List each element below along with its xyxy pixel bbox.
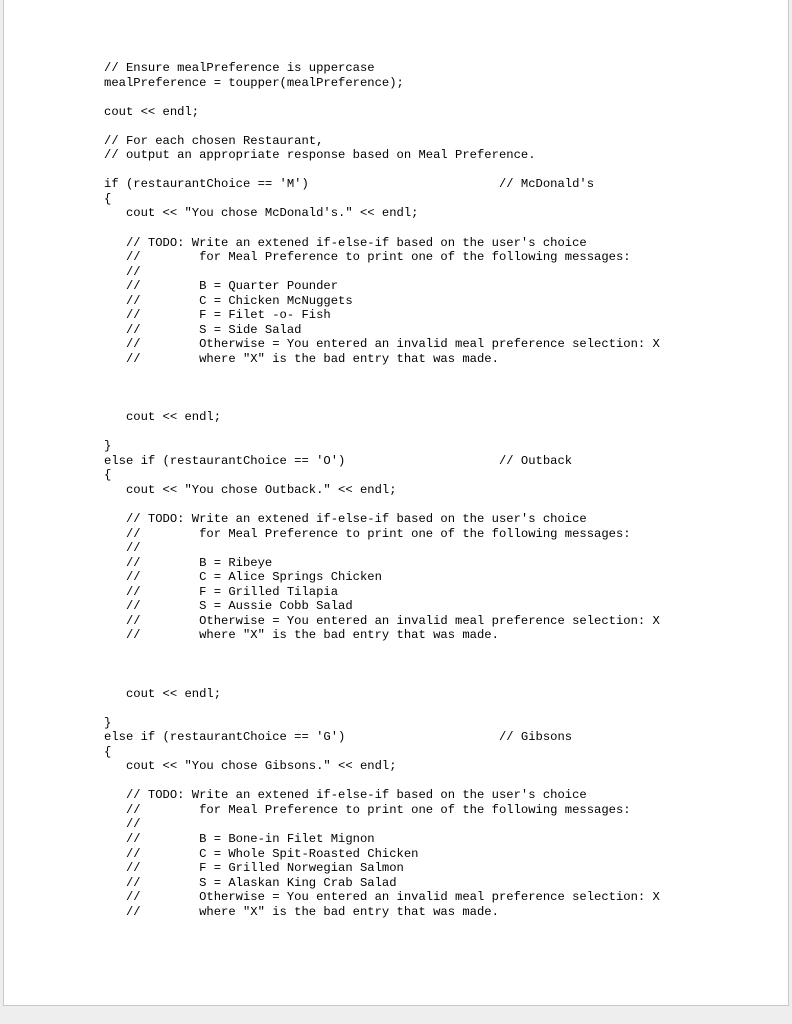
code-line: // S = Aussie Cobb Salad (104, 599, 353, 614)
code-line: // B = Bone-in Filet Mignon (104, 831, 375, 846)
code-line: cout << endl; (104, 686, 222, 701)
blank-line (104, 366, 660, 381)
code-block (104, 61, 660, 919)
code-line: // (104, 541, 141, 556)
code-line: cout << "You chose Gibsons." << endl; (104, 759, 397, 774)
code-line: } (104, 715, 112, 730)
code-line: // F = Filet -o- Fish (104, 308, 331, 323)
code-line: { (104, 191, 112, 206)
code-line: // F = Grilled Tilapia (104, 584, 339, 599)
code-line: else if (restaurantChoice == 'G') // Gibsons (104, 730, 573, 745)
code-line: // where "X" is the bad entry that was made. (104, 351, 499, 366)
blank-line (104, 672, 660, 687)
code-line: // Ensure mealPreference is uppercase (104, 61, 375, 75)
code-line: // for Meal Preference to print one of the following messages: (104, 526, 631, 541)
code-line: // C = Alice Springs Chicken (104, 570, 382, 585)
blank-line (104, 119, 660, 134)
code-line: // For each chosen Restaurant, (104, 133, 324, 148)
code-line: cout << endl; (104, 104, 200, 119)
code-line: // TODO: Write an extened if-else-if based on the user's choice (104, 788, 587, 803)
code-line: cout << "You chose McDonald's." << endl; (104, 206, 419, 221)
code-line: { (104, 744, 112, 759)
code-line: { (104, 468, 112, 483)
code-line: // for Meal Preference to print one of the following messages: (104, 250, 631, 265)
code-line: // S = Alaskan King Crab Salad (104, 875, 397, 890)
code-line: // Otherwise = You entered an invalid meal preference selection: X (104, 613, 660, 628)
code-line: // TODO: Write an extened if-else-if based on the user's choice (104, 235, 587, 250)
blank-line (104, 643, 660, 658)
blank-line (104, 221, 660, 236)
code-line: // B = Quarter Pounder (104, 279, 339, 294)
code-line: // S = Side Salad (104, 322, 302, 337)
code-line: else if (restaurantChoice == 'O') // Outback (104, 453, 573, 468)
code-line: // Otherwise = You entered an invalid meal preference selection: X (104, 890, 660, 905)
code-line: // output an appropriate response based on Meal Preference. (104, 148, 536, 163)
blank-line (104, 381, 660, 396)
code-line: mealPreference = toupper(mealPreference); (104, 75, 404, 90)
code-line: cout << endl; (104, 410, 222, 425)
code-line: // for Meal Preference to print one of the following messages: (104, 802, 631, 817)
blank-line (104, 425, 660, 440)
code-line: // Otherwise = You entered an invalid meal preference selection: X (104, 337, 660, 352)
blank-line (104, 657, 660, 672)
code-line: // (104, 817, 141, 832)
code-line: // C = Chicken McNuggets (104, 293, 353, 308)
document-page (3, 0, 789, 1006)
code-line: // C = Whole Spit-Roasted Chicken (104, 846, 419, 861)
code-line: } (104, 439, 112, 454)
code-line: // B = Ribeye (104, 555, 273, 570)
blank-line (104, 497, 660, 512)
code-line: // where "X" is the bad entry that was made. (104, 904, 499, 919)
blank-line (104, 163, 660, 178)
code-line: cout << "You chose Outback." << endl; (104, 482, 397, 497)
code-line: // (104, 264, 141, 279)
blank-line (104, 701, 660, 716)
code-line: // where "X" is the bad entry that was made. (104, 628, 499, 643)
code-line: if (restaurantChoice == 'M') // McDonald's (104, 177, 595, 192)
code-line: // F = Grilled Norwegian Salmon (104, 861, 404, 876)
blank-line (104, 396, 660, 411)
blank-line (104, 90, 660, 105)
code-line: // TODO: Write an extened if-else-if based on the user's choice (104, 511, 587, 526)
blank-line (104, 774, 660, 789)
